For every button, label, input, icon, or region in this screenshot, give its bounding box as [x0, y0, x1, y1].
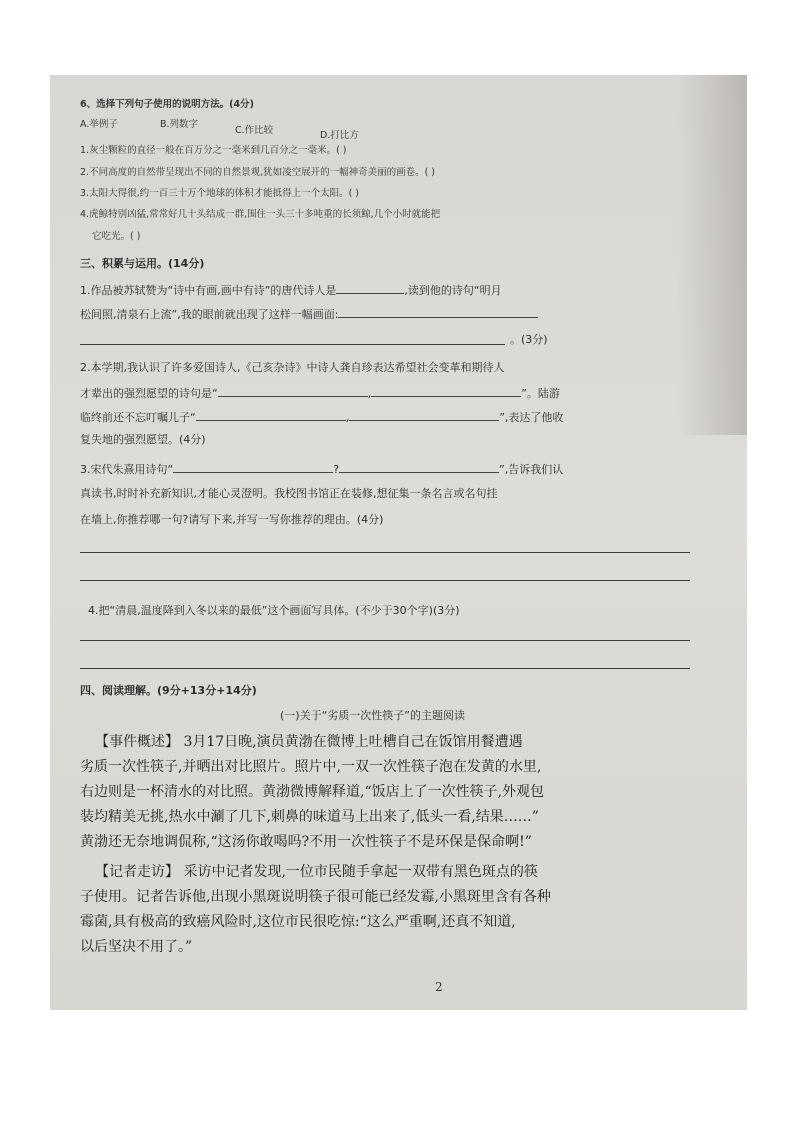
- s3-q1-line2: 松间照,清泉石上流”,我的眼前就出现了这样一幅画面:: [80, 307, 538, 320]
- answer-blank[interactable]: [338, 307, 538, 318]
- q6-option-a: A.举例子: [80, 119, 118, 130]
- answer-line[interactable]: [80, 344, 505, 345]
- q6-item-1: 1.灰尘颗粒的直径一般在百万分之一毫米到几百分之一毫米。( ): [80, 145, 347, 156]
- s4-subtitle: (一)关于“劣质一次性筷子”的主题阅读: [280, 709, 465, 722]
- s4-para1-line4: 装均精美无挑,热水中涮了几下,刺鼻的味道马上出来了,低头一看,结果……”: [80, 809, 539, 825]
- q6-item-2: 2.不同高度的自然带呈现出不同的自然景观,犹如凌空展开的一幅神奇美丽的画卷。( ): [80, 167, 436, 178]
- q6-option-d: D.打比方: [320, 130, 359, 141]
- answer-line[interactable]: [80, 640, 690, 641]
- q6-item-4-cont: 它吃光。( ): [92, 231, 141, 242]
- s4-para2-line1: 【记者走访】 采访中记者发现,一位市民随手拿起一双带有黑色斑点的筷: [95, 864, 538, 880]
- q6-item-3: 3.太阳大得很,约一百三十万个地球的体积才能抵得上一个太阳。( ): [80, 188, 360, 199]
- s3-q3-line2: 真读书,时时补充新知识,才能心灵澄明。我校图书馆正在装修,想征集一条名言或名句挂: [80, 487, 498, 500]
- page-number: 2: [435, 980, 443, 994]
- s3-q3-line1: 3.宋代朱熹用诗句“ ? ”,告诉我们认: [80, 463, 564, 476]
- section3-heading: 三、积累与运用。(14分): [80, 257, 205, 270]
- q6-option-b: B.列数字: [160, 119, 199, 130]
- s3-q4-line1: 4.把“清晨,温度降到入冬以来的最低”这个画面写具体。(不少于30个字)(3分): [88, 604, 460, 617]
- section4-heading: 四、阅读理解。(9分+13分+14分): [80, 684, 257, 697]
- answer-line[interactable]: [80, 580, 690, 581]
- s4-para1-line5: 黄渤还无奈地调侃称,“这汤你敢喝吗?不用一次性筷子不是环保是保命啊!”: [80, 834, 532, 850]
- answer-blank[interactable]: [336, 283, 404, 294]
- q6-item-4: 4.虎鲸特别凶猛,常常好几十头结成一群,围住一头三十多吨重的长须鲸,几个小时就能把: [80, 209, 441, 220]
- answer-line[interactable]: [80, 668, 690, 669]
- s4-para1-line3: 右边则是一杯清水的对比照。黄渤微博解释道,“饭店上了一次性筷子,外观包: [80, 784, 545, 800]
- s3-q3-line3: 在墙上,你推荐哪一句?请写下来,并写一写你推荐的理由。(4分): [80, 513, 384, 526]
- exam-page-photo: [50, 75, 747, 1010]
- s3-q2-line2: 才辈出的强烈愿望的诗句是“ , ”。陆游: [80, 387, 560, 400]
- q6-option-c: C.作比较: [235, 125, 274, 136]
- answer-blank[interactable]: [173, 462, 333, 473]
- s3-q2-line4: 复失地的强烈愿望。(4分): [80, 433, 206, 446]
- s4-para1-line1: 【事件概述】 3月17日晚,演员黄渤在微博上吐槽自己在饭馆用餐遭遇: [95, 734, 523, 750]
- q6-heading: 6、选择下列句子使用的说明方法。(4分): [80, 99, 254, 110]
- s3-q2-line1: 2.本学期,我认识了许多爱国诗人,《己亥杂诗》中诗人龚自珍表达希望社会变革和期待人: [80, 361, 505, 374]
- s4-para2-line3: 霉菌,具有极高的致癌风险时,这位市民很吃惊:“这么严重啊,还真不知道,: [80, 914, 516, 930]
- answer-blank[interactable]: [371, 386, 521, 397]
- s4-para2-line2: 子使用。记者告诉他,出现小黑斑说明筷子很可能已经发霉,小黑斑里含有各种: [80, 889, 551, 905]
- answer-blank[interactable]: [349, 410, 499, 421]
- s4-para1-line2: 劣质一次性筷子,并晒出对比照片。照片中,一双一次性筷子泡在发黄的水里,: [80, 759, 542, 775]
- s3-q2-line3: 临终前还不忘叮嘱儿子“ , ”,表达了他收: [80, 411, 564, 424]
- s3-q1-score: 。(3分): [510, 333, 548, 346]
- s3-q1-line1: 1.作品被苏轼赞为“诗中有画,画中有诗”的唐代诗人是 ,读到他的诗句“明月: [80, 284, 502, 297]
- answer-blank[interactable]: [196, 410, 346, 421]
- answer-blank[interactable]: [218, 386, 368, 397]
- answer-blank[interactable]: [339, 462, 499, 473]
- s4-para2-line4: 以后坚决不用了。”: [80, 939, 193, 955]
- answer-line[interactable]: [80, 552, 690, 553]
